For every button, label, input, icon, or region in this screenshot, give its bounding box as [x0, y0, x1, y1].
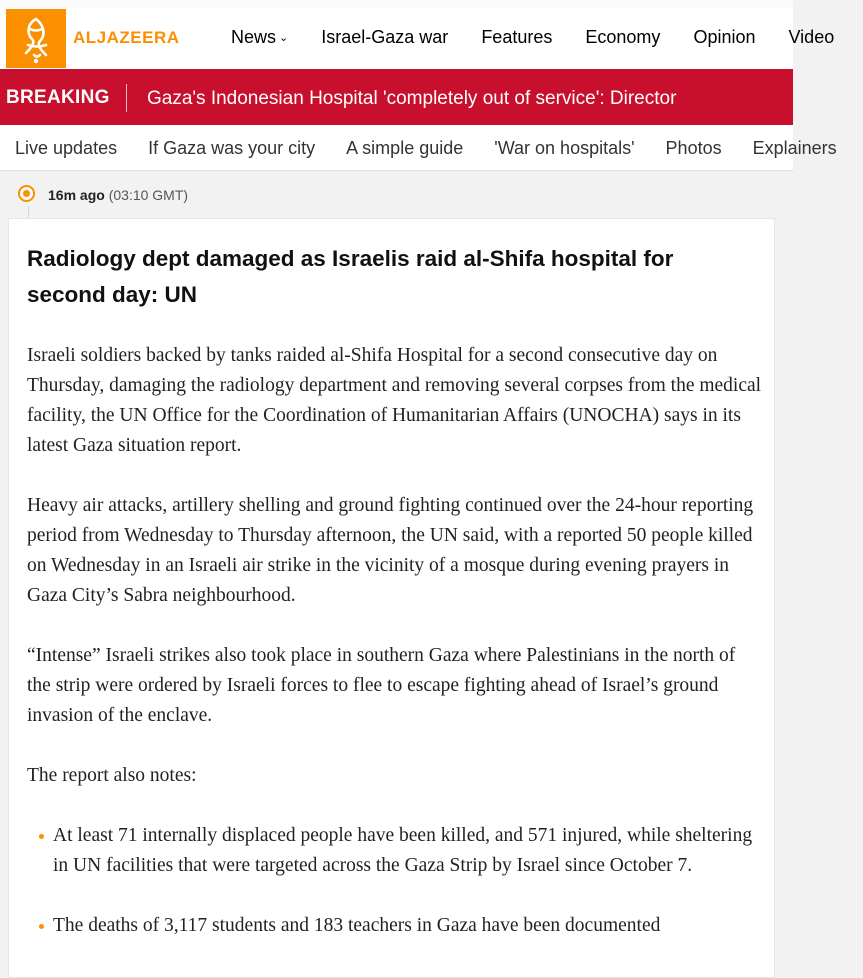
- paragraph: The report also notes:: [27, 765, 197, 786]
- list-item: [27, 821, 762, 881]
- nav-item-news[interactable]: [231, 27, 288, 48]
- breaking-label: BREAKING: [6, 87, 110, 108]
- site-header: [0, 8, 835, 69]
- list-item-text: At least 71 internally displaced people have been killed, and 571 injured, while sheltering in UN facilities that were targeted across the Gaza Strip by Israel since October 7.: [53, 825, 753, 876]
- paragraph: Israeli soldiers backed by tanks raided al-Shifa Hospital for a second consecutive day on Thursday, damaging the radiology department and removing several corpses from the medical facility, the UN Office for the Coordination of Humanitarian Affairs (UNOCHA) says in its latest Gaza situation report.: [27, 345, 762, 456]
- subnav-item-photos[interactable]: Photos: [665, 138, 722, 158]
- nav-item-israel-gaza-war[interactable]: Israel-Gaza war: [321, 27, 449, 47]
- post-body: [27, 341, 762, 971]
- nav-item-economy[interactable]: Economy: [585, 27, 661, 47]
- paragraph: “Intense” Israeli strikes also took place in southern Gaza where Palestinians in the north of the strip were ordered by Israeli forces to flee to escape fighting ahead of Israel’s ground invasion of the enclave.: [27, 645, 736, 726]
- subnav-item-live-updates[interactable]: Live updates: [15, 138, 118, 158]
- topic-subnav: [0, 125, 837, 171]
- post-title: Radiology dept damaged as Israelis raid al-Shifa hospital for second day: UN: [27, 246, 674, 307]
- time-gmt: (03:10 GMT): [108, 187, 189, 203]
- time-ago: 16m ago: [48, 187, 105, 203]
- paragraph: Heavy air attacks, artillery shelling and ground fighting continued over the 24-hour reporting period from Wednesday to Thursday afternoon, the UN said, with a reported 50 people killed on Wednesday in an Israeli air strike in the vicinity of a mosque during evening prayers in Gaza City’s Sabra neighbourhood.: [27, 495, 754, 606]
- main-nav: [231, 27, 862, 48]
- bullet-icon: [39, 924, 44, 929]
- nav-item-label: News: [231, 27, 277, 47]
- timeline-dot-icon: [18, 185, 35, 202]
- bullet-icon: [39, 834, 44, 839]
- list-item: [27, 911, 762, 941]
- aljazeera-logo-icon[interactable]: [6, 9, 66, 68]
- post-timestamp: [48, 187, 188, 203]
- browser-top-strip: [0, 0, 793, 8]
- subnav-item-explainers[interactable]: Explainers: [752, 138, 837, 158]
- nav-item-video[interactable]: Video: [788, 27, 835, 47]
- chevron-down-icon: ⌄: [279, 32, 289, 44]
- live-update-card: [8, 218, 775, 978]
- breaking-divider: [126, 84, 127, 112]
- breaking-headline[interactable]: Gaza's Indonesian Hospital 'completely out of service': Director: [147, 88, 677, 109]
- nav-item-features[interactable]: Features: [481, 27, 553, 47]
- subnav-item-a-simple-guide[interactable]: A simple guide: [346, 138, 464, 158]
- list-item-text: The deaths of 3,117 students and 183 teachers in Gaza have been documented: [53, 915, 661, 936]
- subnav-item-if-gaza-was-your-city[interactable]: If Gaza was your city: [148, 138, 316, 158]
- nav-item-opinion[interactable]: Opinion: [693, 27, 756, 47]
- breaking-banner[interactable]: [0, 69, 793, 125]
- subnav-item-war-on-hospitals[interactable]: 'War on hospitals': [494, 138, 635, 158]
- logo-wordmark[interactable]: ALJAZEERA: [73, 28, 180, 47]
- bullet-list: [27, 821, 762, 941]
